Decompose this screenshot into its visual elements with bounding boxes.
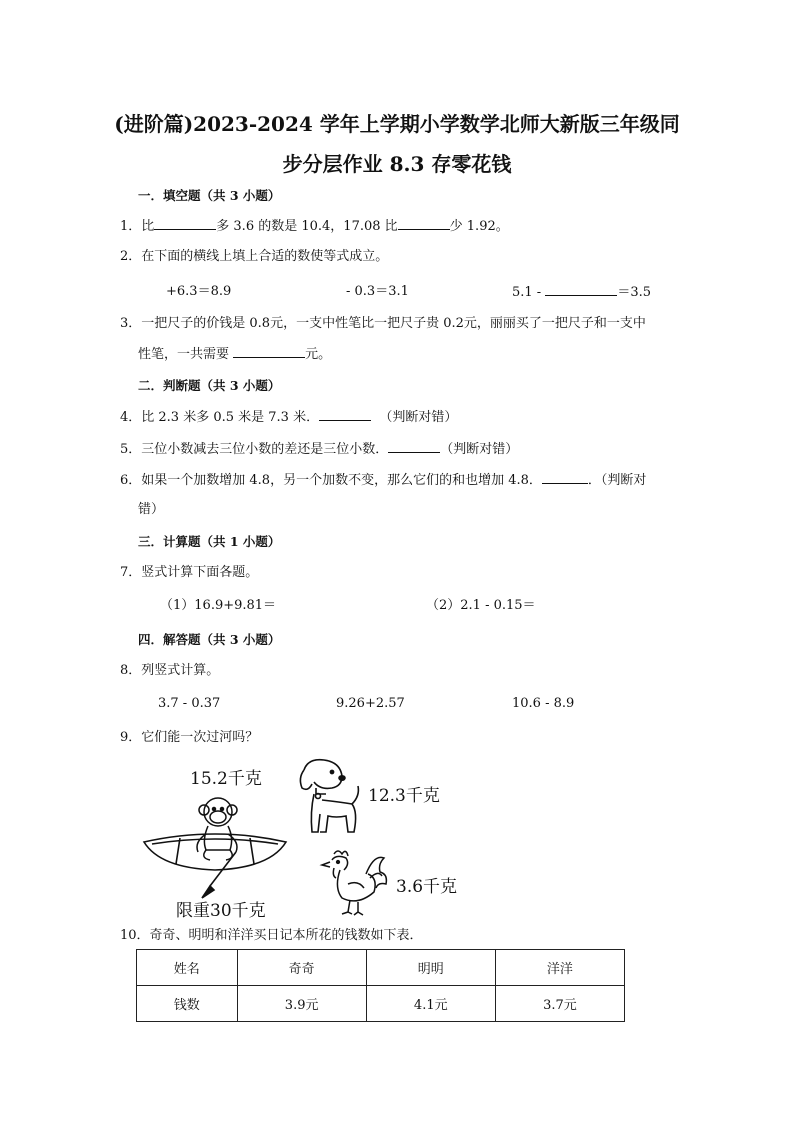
question-2-eq-2: - 0.3＝3.1 (346, 284, 409, 299)
monkey-weight-label: 15.2千克 (190, 769, 262, 789)
question-7-part-1: （1）16.9+9.81＝ (160, 598, 277, 613)
spending-table (136, 949, 625, 1022)
rooster-illustration (318, 848, 390, 918)
section-fill-blank: 一．填空题（共 3 小题） (138, 188, 281, 203)
answer-blank[interactable] (319, 407, 371, 421)
table-header-cell: 洋洋 (495, 950, 624, 986)
question-6-line-2: 错） (138, 502, 165, 517)
question-2-eq-1: +6.3＝8.9 (166, 284, 232, 299)
section-solve: 四．解答题（共 3 小题） (138, 632, 281, 647)
table-cell: 钱数 (137, 986, 238, 1022)
question-5: 5．三位小数减去三位小数的差还是三位小数． （判断对错） (120, 439, 518, 460)
question-10: 10．奇奇、明明和洋洋买日记本所花的钱数如下表． (120, 928, 423, 943)
question-9: 9．它们能一次过河吗？ (120, 730, 259, 745)
title-line-1: (进阶篇)2023-2024 学年上学期小学数学北师大新版三年级同 (114, 112, 680, 136)
table-row (137, 950, 625, 986)
answer-blank[interactable] (154, 216, 216, 230)
answer-blank[interactable] (233, 344, 305, 358)
title-line-2: 步分层作业 8.3 存零花钱 (282, 152, 512, 176)
table-row (137, 986, 625, 1022)
monkey-in-boat-illustration (140, 790, 290, 900)
boat-icon (144, 834, 286, 898)
question-3-line-2: 性笔，一共需要 元。 (138, 344, 331, 365)
question-6-line-1: 6．如果一个加数增加 4.8，另一个加数不变，那么它们的和也增加 4.8． ．（判断对 (120, 470, 646, 491)
boat-limit-label: 限重30千克 (176, 901, 266, 921)
table-cell: 3.9元 (237, 986, 366, 1022)
question-7: 7．竖式计算下面各题。 (120, 565, 259, 580)
question-8-expr-1: 3.7 - 0.37 (158, 696, 221, 711)
question-7-part-2: （2）2.1 - 0.15＝ (426, 598, 536, 613)
section-judgement: 二．判断题（共 3 小题） (138, 378, 281, 393)
table-cell: 4.1元 (366, 986, 495, 1022)
rooster-weight-label: 3.6千克 (396, 877, 458, 897)
table-cell: 3.7元 (495, 986, 624, 1022)
monkey-icon (197, 798, 237, 860)
table-header-cell: 明明 (366, 950, 495, 986)
question-8-expr-3: 10.6 - 8.9 (512, 696, 575, 711)
question-4: 4．比 2.3 米多 0.5 米是 7.3 米． （判断对错） (120, 407, 457, 428)
table-header-cell: 奇奇 (237, 950, 366, 986)
question-2-eq-3: 5.1 - ＝3.5 (512, 282, 651, 303)
answer-blank[interactable] (398, 216, 450, 230)
section-calculation: 三．计算题（共 1 小题） (138, 534, 281, 549)
dog-icon (300, 760, 358, 832)
table-header-cell: 姓名 (137, 950, 238, 986)
question-2: 2．在下面的横线上填上合适的数使等式成立。 (120, 249, 389, 264)
dog-illustration (296, 756, 364, 836)
answer-blank[interactable] (542, 470, 588, 484)
answer-blank[interactable] (545, 282, 617, 296)
question-1: 1．比 多 3.6 的数是 10.4，17.08 比 少 1.92。 (120, 216, 509, 237)
rooster-icon (322, 851, 386, 915)
answer-blank[interactable] (388, 439, 440, 453)
question-8-expr-2: 9.26+2.57 (336, 696, 405, 711)
question-8: 8．列竖式计算。 (120, 663, 220, 678)
question-3-line-1: 3．一把尺子的价钱是 0.8元，一支中性笔比一把尺子贵 0.2元，丽丽买了一把尺子和一支中 (120, 316, 646, 331)
dog-weight-label: 12.3千克 (368, 786, 440, 806)
